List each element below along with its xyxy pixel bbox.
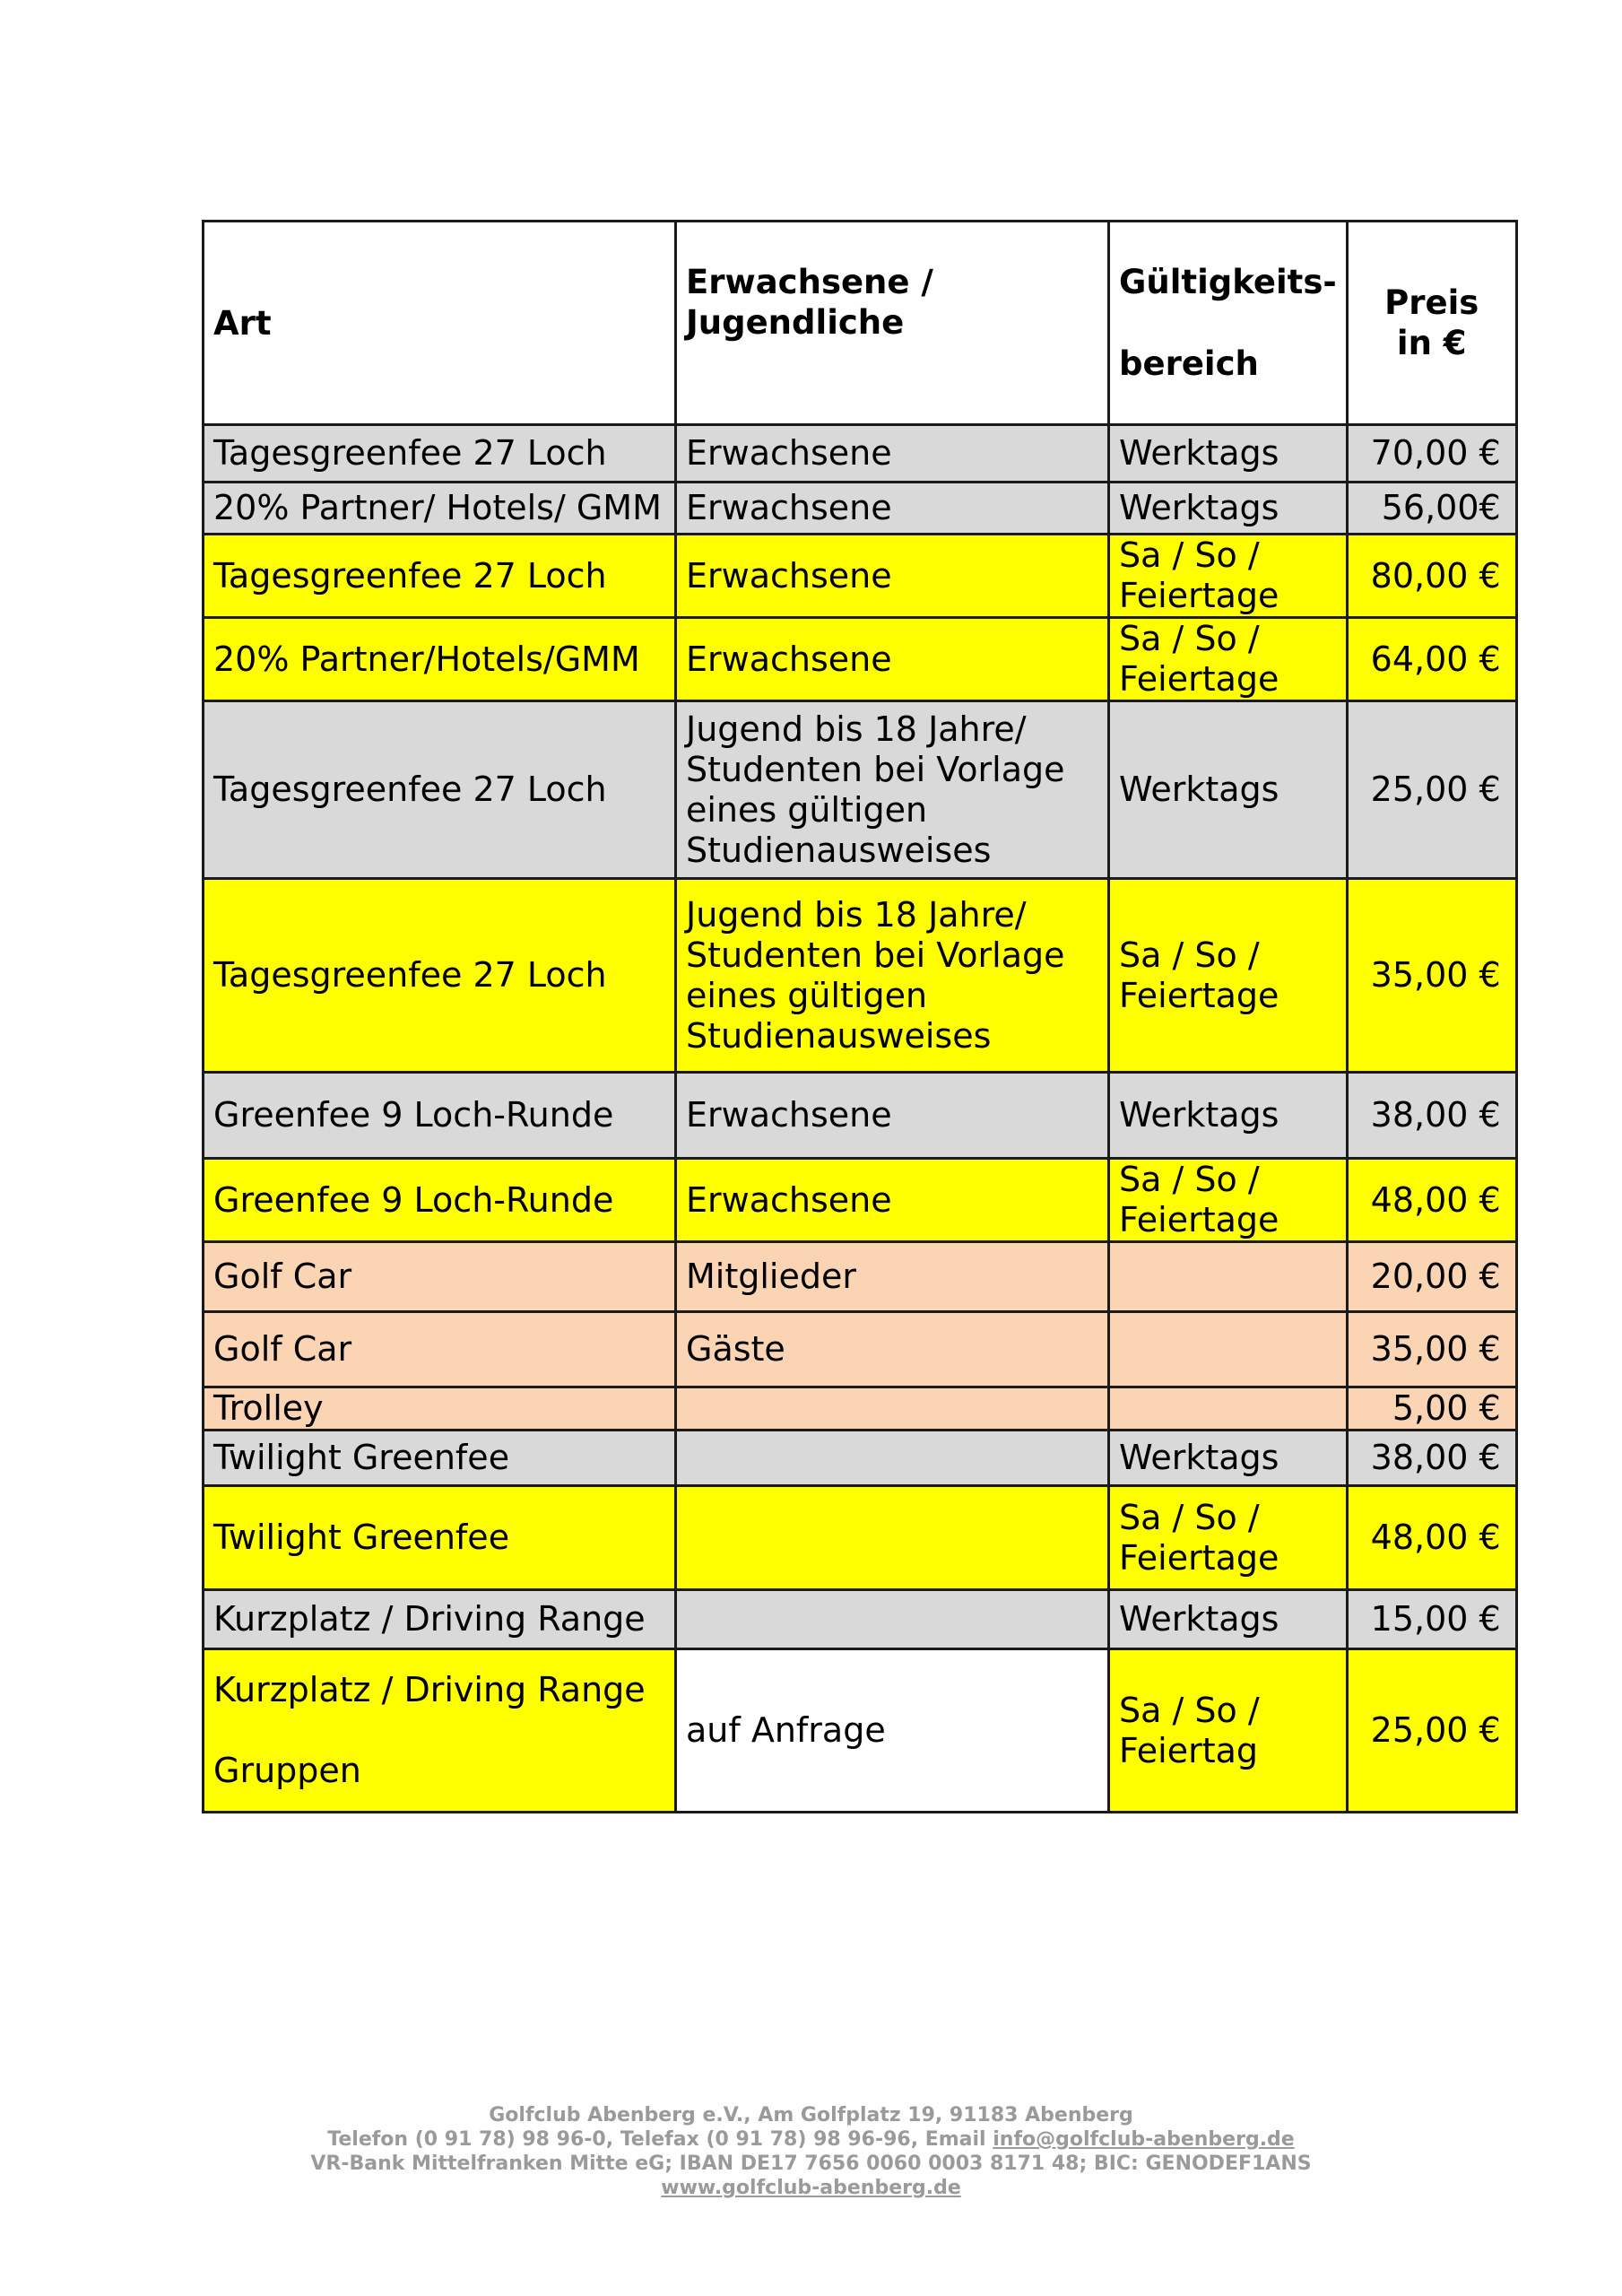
footer — [0, 2103, 1622, 2200]
header-row — [204, 222, 1517, 425]
table-row — [204, 483, 1517, 535]
header-price-line1: Preis — [1384, 283, 1479, 322]
cell-price: 38,00 € — [1347, 1431, 1516, 1486]
header-price-line2: in € — [1396, 324, 1467, 362]
cell-group — [676, 1387, 1109, 1431]
cell-group: Jugend bis 18 Jahre/ Studenten bei Vorlage eines gültigen Studienausweises — [676, 879, 1109, 1073]
cell-price: 56,00€ — [1347, 483, 1516, 535]
footer-phone: Telefon (0 91 78) 98 96-0, Telefax (0 91 78) 98 96-96, Email — [327, 2128, 993, 2151]
cell-price: 5,00 € — [1347, 1387, 1516, 1431]
price-table — [202, 220, 1518, 1813]
cell-validity: Werktags — [1109, 1073, 1348, 1159]
cell-group — [676, 1590, 1109, 1649]
cell-validity — [1109, 1312, 1348, 1387]
cell-validity: Sa / So / Feiertage — [1109, 618, 1348, 701]
cell-group — [676, 1431, 1109, 1486]
cell-art: Twilight Greenfee — [204, 1486, 676, 1590]
header-validity — [1109, 222, 1348, 425]
cell-validity: Sa / So / Feiertage — [1109, 535, 1348, 618]
cell-art-line2: Gruppen — [213, 1751, 361, 1790]
table-row — [204, 425, 1517, 483]
table-body — [204, 425, 1517, 1813]
cell-price: 15,00 € — [1347, 1590, 1516, 1649]
cell-validity: Sa / So / Feiertage — [1109, 1159, 1348, 1242]
table-row — [204, 1312, 1517, 1387]
cell-validity: Werktags — [1109, 483, 1348, 535]
header-art: Art — [204, 222, 676, 425]
cell-art: Tagesgreenfee 27 Loch — [204, 879, 676, 1073]
cell-art — [204, 1649, 676, 1813]
cell-validity: Sa / So / Feiertage — [1109, 879, 1348, 1073]
cell-price: 48,00 € — [1347, 1159, 1516, 1242]
header-validity-line1: Gültigkeits- — [1119, 263, 1337, 301]
cell-art: Tagesgreenfee 27 Loch — [204, 425, 676, 483]
header-group-line2: Jugendliche — [686, 303, 905, 342]
table-row — [204, 618, 1517, 701]
cell-price: 25,00 € — [1347, 701, 1516, 879]
cell-art: Greenfee 9 Loch-Runde — [204, 1159, 676, 1242]
cell-price: 70,00 € — [1347, 425, 1516, 483]
footer-bank: VR-Bank Mittelfranken Mitte eG; IBAN DE17 7656 0060 0003 8171 48; BIC: GENODEF1ANS — [310, 2152, 1312, 2175]
cell-art: Kurzplatz / Driving Range — [204, 1590, 676, 1649]
table-row — [204, 879, 1517, 1073]
header-price — [1347, 222, 1516, 425]
cell-price: 80,00 € — [1347, 535, 1516, 618]
cell-group: Erwachsene — [676, 1073, 1109, 1159]
cell-validity: Werktags — [1109, 1590, 1348, 1649]
table-row-groups — [204, 1649, 1517, 1813]
table-row — [204, 1159, 1517, 1242]
cell-group — [676, 1486, 1109, 1590]
cell-art: Trolley — [204, 1387, 676, 1431]
header-group-line1: Erwachsene / — [686, 263, 933, 301]
cell-group: Mitglieder — [676, 1242, 1109, 1312]
cell-validity: Werktags — [1109, 425, 1348, 483]
cell-validity — [1109, 1242, 1348, 1312]
footer-website-link[interactable]: www.golfclub-abenberg.de — [661, 2177, 961, 2199]
cell-validity: Sa / So / Feiertage — [1109, 1486, 1348, 1590]
cell-validity — [1109, 1387, 1348, 1431]
cell-group: Erwachsene — [676, 425, 1109, 483]
cell-price: 38,00 € — [1347, 1073, 1516, 1159]
cell-art: Tagesgreenfee 27 Loch — [204, 701, 676, 879]
cell-art: Twilight Greenfee — [204, 1431, 676, 1486]
table-row — [204, 1242, 1517, 1312]
cell-group: Erwachsene — [676, 483, 1109, 535]
table-row — [204, 1073, 1517, 1159]
cell-price: 35,00 € — [1347, 879, 1516, 1073]
cell-price: 25,00 € — [1347, 1649, 1516, 1813]
cell-validity-line1: Sa / So / — [1119, 1690, 1260, 1730]
cell-validity-line2: Feiertag — [1119, 1730, 1259, 1770]
cell-art: Tagesgreenfee 27 Loch — [204, 535, 676, 618]
table-row — [204, 1387, 1517, 1431]
cell-price: 35,00 € — [1347, 1312, 1516, 1387]
cell-group: Jugend bis 18 Jahre/ Studenten bei Vorlage eines gültigen Studienausweises — [676, 701, 1109, 879]
footer-email-link[interactable]: info@golfclub-abenberg.de — [993, 2128, 1295, 2151]
cell-validity: Werktags — [1109, 701, 1348, 879]
table-row — [204, 1431, 1517, 1486]
cell-price: 48,00 € — [1347, 1486, 1516, 1590]
table-row — [204, 535, 1517, 618]
cell-art: Golf Car — [204, 1312, 676, 1387]
table-row — [204, 1590, 1517, 1649]
cell-art: 20% Partner/Hotels/GMM — [204, 618, 676, 701]
cell-price: 64,00 € — [1347, 618, 1516, 701]
cell-group: Gäste — [676, 1312, 1109, 1387]
table-row — [204, 701, 1517, 879]
cell-validity: Werktags — [1109, 1431, 1348, 1486]
cell-art: 20% Partner/ Hotels/ GMM — [204, 483, 676, 535]
cell-group: Erwachsene — [676, 1159, 1109, 1242]
table-row — [204, 1486, 1517, 1590]
footer-contact — [0, 2127, 1622, 2152]
cell-art: Golf Car — [204, 1242, 676, 1312]
footer-address: Golfclub Abenberg e.V., Am Golfplatz 19, 91183 Abenberg — [489, 2104, 1133, 2126]
header-validity-line2: bereich — [1119, 344, 1259, 383]
cell-group: Erwachsene — [676, 618, 1109, 701]
cell-art-line1: Kurzplatz / Driving Range — [213, 1670, 646, 1709]
cell-price: 20,00 € — [1347, 1242, 1516, 1312]
cell-validity — [1109, 1649, 1348, 1813]
cell-art: Greenfee 9 Loch-Runde — [204, 1073, 676, 1159]
cell-group: auf Anfrage — [676, 1649, 1109, 1813]
header-group — [676, 222, 1109, 425]
cell-group: Erwachsene — [676, 535, 1109, 618]
